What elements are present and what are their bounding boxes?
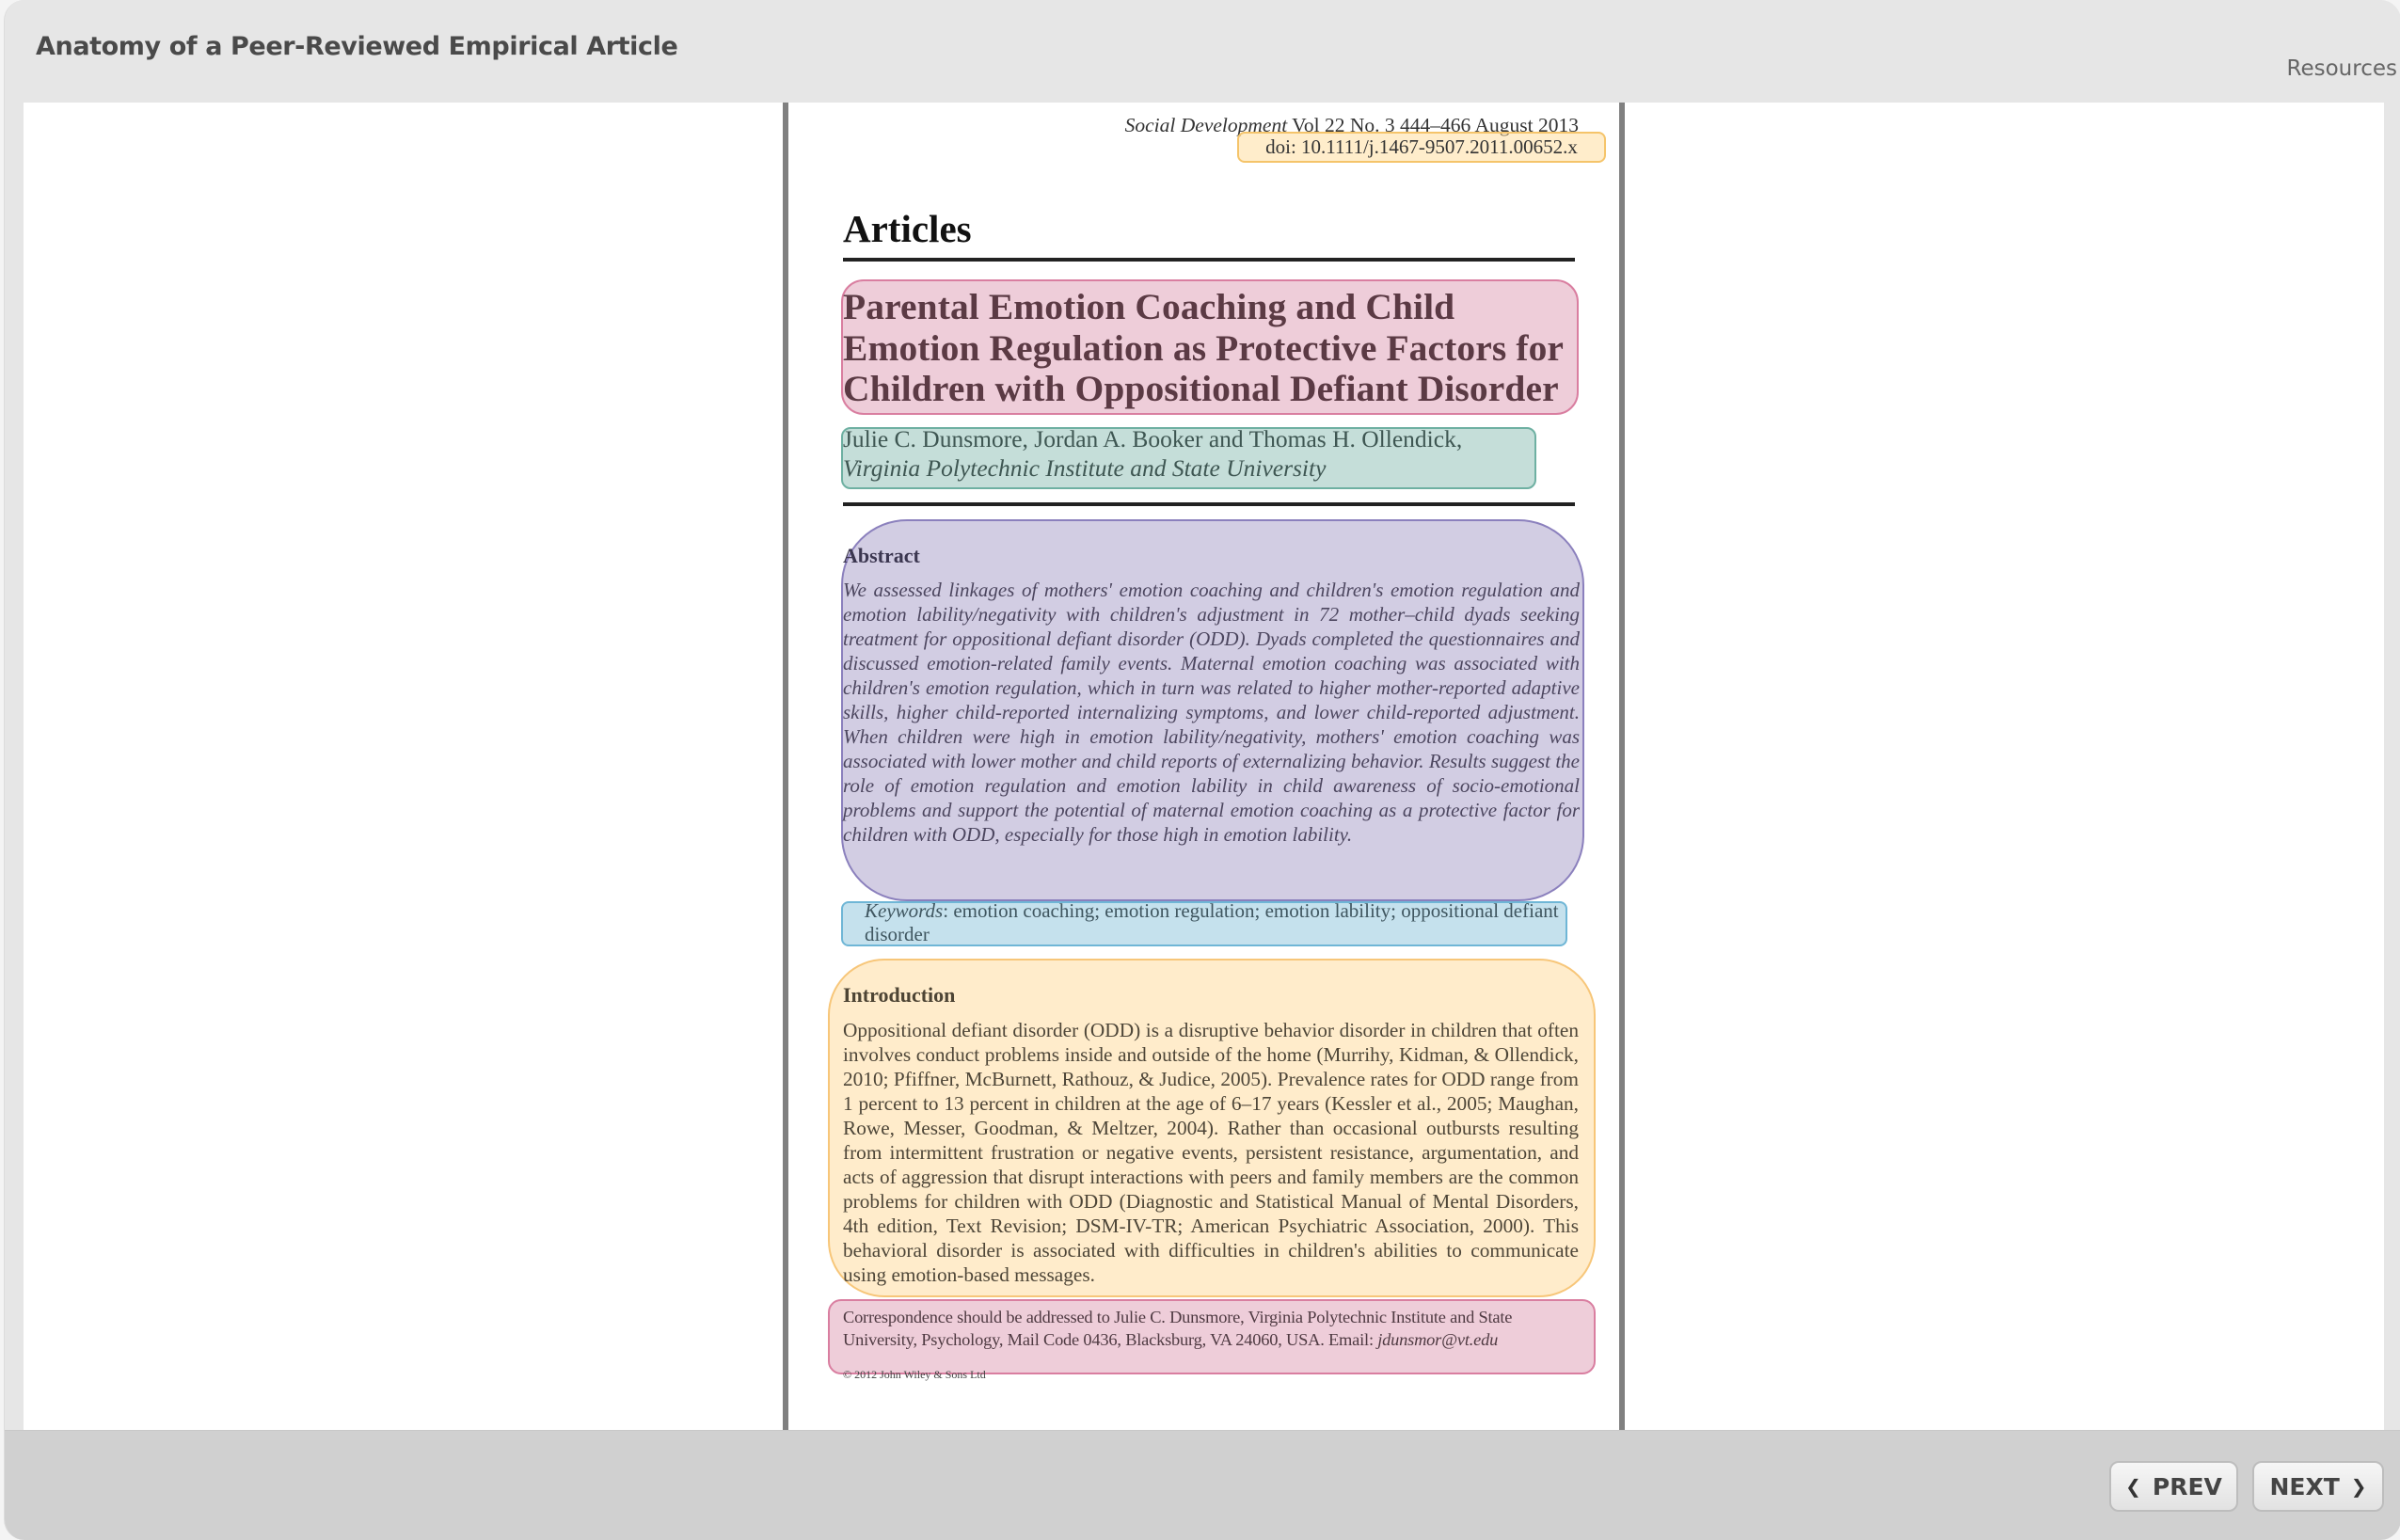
introduction-heading: Introduction [843, 983, 956, 1007]
keywords-list: : emotion coaching; emotion regulation; emotion lability; oppositional defiant disorder [865, 899, 1559, 945]
app-title: Anatomy of a Peer-Reviewed Empirical Article [36, 32, 678, 61]
journal-details: Vol 22 No. 3 444–466 August 2013 [1287, 114, 1579, 136]
top-divider [843, 258, 1575, 262]
resources-link[interactable]: Resources [2286, 56, 2397, 81]
correspondence-block [843, 1306, 1586, 1351]
section-heading: Articles [843, 207, 972, 250]
next-label: NEXT [2269, 1472, 2340, 1500]
prev-label: PREV [2152, 1472, 2222, 1500]
keywords-block [865, 899, 1561, 946]
author-affiliation: Virginia Polytechnic Institute and State University [843, 454, 1327, 482]
article-page [783, 103, 1625, 1430]
next-button[interactable] [2252, 1461, 2384, 1512]
chevron-left-icon: ❮ [2125, 1475, 2141, 1498]
header-bar [5, 0, 2400, 103]
content-panel [24, 103, 2384, 1430]
correspondence-text: Correspondence should be addressed to Julie C. Dunsmore, Virginia Polytechnic Institute and State University, Psychology, Mail Code 0436, Blacksburg, VA 24060, USA. Email: [843, 1308, 1513, 1349]
footer-bar [5, 1430, 2400, 1540]
correspondence-email: jdunsmor@vt.edu [1377, 1330, 1499, 1349]
authors-block [843, 424, 1558, 483]
copyright-notice: © 2012 John Wiley & Sons Ltd [843, 1368, 986, 1381]
doi-highlight[interactable]: doi: 10.1111/j.1467-9507.2011.00652.x [1237, 132, 1606, 163]
keywords-label: Keywords [865, 899, 944, 922]
authors-divider [843, 502, 1575, 506]
abstract-heading: Abstract [843, 544, 920, 567]
abstract-text: We assessed linkages of mothers' emotion coaching and children's emotion regulation and emotion lability/negativity with children's adjustment in 72 mother–child dyads seeking treatment for oppositional defiant disorder (ODD). Dyads completed the questionnaires and discussed emotion-related family events. Maternal emotion coaching was associated with children's emotion regulation, which in turn was related to higher mother-reported adaptive skills, higher child-reported internalizing symptoms, and lower child-reported adjustment. When children were high in emotion lability/negativity, mothers' emotion coaching was associated with lower mother and child reports of externalizing behavior. Results suggest the role of emotion regulation and emotion lability in child awareness of socio-emotional problems and support the potential of maternal emotion coaching as a protective factor for children with ODD, especially for those high in emotion lability. [843, 579, 1580, 846]
introduction-text: Oppositional defiant disorder (ODD) is a disruptive behavior disorder in children that often involves conduct problems inside and outside of the home (Murrihy, Kidman, & Ollendick, 2010; Pfiffner, McBurnett, Rathouz, & Judice, 2005). Prevalence rates for ODD range from 1 percent to 13 percent in children at the age of 6–17 years (Kessler et al., 2005; Maughan, Rowe, Messer, Goodman, & Meltzer, 2004). Rather than occasional outbursts resulting from intermittent frustration or negative events, persistent resistance, argumentation, and acts of aggression that disrupt interactions with peers and family members are the common problems for children with ODD (Diagnostic and Statistical Manual of Mental Disorders, 4th edition, Text Revision; DSM-IV-TR; American Psychiatric Association, 2000). This behavioral disorder is associated with difficulties in children's abilities to communicate using emotion-based messages. [843, 1019, 1579, 1286]
author-names: Julie C. Dunsmore, Jordan A. Booker and Thomas H. Ollendick, [843, 425, 1463, 452]
app-window [4, 0, 2400, 1540]
journal-name: Social Development [1124, 114, 1288, 136]
chevron-right-icon: ❯ [2350, 1475, 2367, 1498]
prev-button[interactable] [2109, 1461, 2238, 1512]
article-title: Parental Emotion Coaching and Child Emotion Regulation as Protective Factors for Children with Oppositional Defiant Disorder [843, 286, 1564, 409]
